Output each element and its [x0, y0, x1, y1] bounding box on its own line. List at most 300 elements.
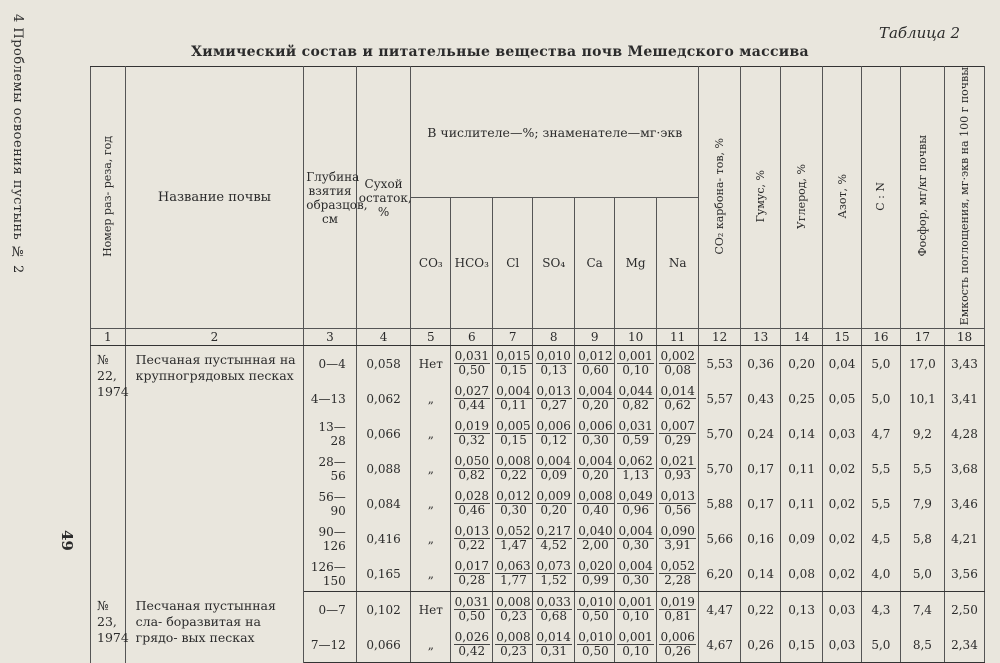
hco3-percent: 0,019	[454, 419, 489, 434]
cl-meq: 0,22	[500, 468, 527, 483]
mg	[615, 346, 657, 382]
so4-meq: 4,52	[540, 538, 568, 553]
phosphorus: 7,4	[900, 592, 944, 628]
mg-percent: 0,062	[618, 454, 653, 469]
na-meq: 0,29	[664, 433, 691, 448]
ca-percent: 0,006	[578, 419, 613, 434]
so4-percent: 0,013	[536, 384, 571, 399]
depth: 7—12	[304, 627, 357, 663]
ca-percent: 0,040	[578, 524, 613, 539]
cl-meq: 0,23	[500, 609, 527, 624]
so4	[533, 381, 575, 416]
nitrogen: 0,03	[823, 416, 862, 451]
humus: 0,22	[741, 592, 781, 628]
nitrogen: 0,02	[823, 451, 862, 486]
absorption-capacity: 4,21	[944, 521, 984, 556]
cl-percent: 0,005	[496, 419, 531, 434]
na	[657, 346, 699, 382]
cl-meq: 0,15	[500, 363, 527, 378]
cl-meq: 0,23	[500, 644, 527, 659]
hco3-percent: 0,017	[454, 559, 489, 574]
na-meq: 3,91	[664, 538, 691, 553]
mg	[615, 381, 657, 416]
column-number: 10	[615, 329, 657, 346]
so4-percent: 0,033	[536, 595, 571, 610]
co3: „	[411, 381, 451, 416]
header-ion-group: В числителе—%; знаменателе—мг·экв	[411, 67, 699, 198]
nitrogen: 0,03	[823, 592, 862, 628]
cl	[493, 486, 533, 521]
carbon: 0,08	[781, 556, 823, 592]
hco3	[451, 556, 493, 592]
mg	[615, 451, 657, 486]
mg-meq: 0,30	[622, 573, 649, 588]
ca-meq: 0,50	[582, 609, 609, 624]
co2-carbonates: 5,53	[699, 346, 741, 382]
so4-meq: 0,12	[540, 433, 568, 448]
hco3-meq: 0,42	[458, 644, 486, 659]
dry-residue: 0,084	[356, 486, 411, 521]
dry-residue: 0,165	[356, 556, 411, 592]
cl-percent: 0,015	[496, 349, 531, 364]
ca-meq: 0,60	[582, 363, 609, 378]
so4-percent: 0,073	[536, 559, 571, 574]
ca	[575, 592, 615, 628]
co3: „	[411, 451, 451, 486]
header-carbon: Углерод, %	[781, 67, 823, 329]
column-number: 8	[533, 329, 575, 346]
hco3-percent: 0,031	[454, 349, 489, 364]
absorption-capacity: 3,46	[944, 486, 984, 521]
hco3-percent: 0,050	[454, 454, 489, 469]
cl-percent: 0,012	[496, 489, 531, 504]
so4-percent: 0,004	[536, 454, 571, 469]
mg-percent: 0,004	[618, 524, 653, 539]
ca	[575, 556, 615, 592]
na	[657, 486, 699, 521]
ca-meq: 0,99	[582, 573, 609, 588]
column-number: 3	[304, 329, 357, 346]
so4-percent: 0,006	[536, 419, 571, 434]
so4-percent: 0,010	[536, 349, 571, 364]
mg	[615, 627, 657, 663]
header-capacity: Емкость поглощения, мг·экв на 100 г почвы	[944, 67, 984, 329]
depth: 28—56	[304, 451, 357, 486]
header-ion-ca: Ca	[575, 198, 615, 329]
cl	[493, 381, 533, 416]
cl-percent: 0,004	[496, 384, 531, 399]
ca-percent: 0,020	[578, 559, 613, 574]
ca	[575, 381, 615, 416]
depth: 13—28	[304, 416, 357, 451]
so4	[533, 592, 575, 628]
co2-carbonates: 4,47	[699, 592, 741, 628]
dry-residue: 0,102	[356, 592, 411, 628]
humus: 0,17	[741, 486, 781, 521]
hco3-percent: 0,028	[454, 489, 489, 504]
mg-percent: 0,004	[618, 559, 653, 574]
mg-meq: 0,82	[622, 398, 649, 413]
depth: 4—13	[304, 381, 357, 416]
nitrogen: 0,05	[823, 381, 862, 416]
header-cn: C : N	[861, 67, 900, 329]
column-number: 2	[125, 329, 304, 346]
depth: 126—150	[304, 556, 357, 592]
so4-meq: 0,13	[540, 363, 568, 378]
depth: 56—90	[304, 486, 357, 521]
co3: „	[411, 556, 451, 592]
na-percent: 0,006	[660, 630, 695, 645]
na-percent: 0,019	[660, 595, 695, 610]
mg	[615, 416, 657, 451]
c-n-ratio: 5,0	[861, 627, 900, 663]
cl-meq: 1,47	[500, 538, 527, 553]
c-n-ratio: 5,5	[861, 486, 900, 521]
mg	[615, 556, 657, 592]
header-phosphorus: Фосфор, мг/кг почвы	[900, 67, 944, 329]
dry-residue: 0,416	[356, 521, 411, 556]
dry-residue: 0,088	[356, 451, 411, 486]
carbon: 0,13	[781, 592, 823, 628]
soil-composition-table	[90, 66, 985, 663]
cl	[493, 451, 533, 486]
hco3-percent: 0,031	[454, 595, 489, 610]
absorption-capacity: 2,50	[944, 592, 984, 628]
phosphorus: 5,5	[900, 451, 944, 486]
absorption-capacity: 2,34	[944, 627, 984, 663]
cl-meq: 0,15	[500, 433, 527, 448]
c-n-ratio: 5,0	[861, 346, 900, 382]
depth: 90—126	[304, 521, 357, 556]
hco3	[451, 451, 493, 486]
column-number: 11	[657, 329, 699, 346]
na	[657, 521, 699, 556]
na-percent: 0,021	[660, 454, 695, 469]
dry-residue: 0,066	[356, 416, 411, 451]
hco3-meq: 0,50	[458, 363, 486, 378]
dry-residue: 0,062	[356, 381, 411, 416]
ca-percent: 0,010	[578, 630, 613, 645]
mg-meq: 0,59	[622, 433, 649, 448]
column-number-row	[91, 329, 985, 346]
depth: 0—4	[304, 346, 357, 382]
mg-meq: 0,96	[622, 503, 649, 518]
ca	[575, 486, 615, 521]
hco3	[451, 416, 493, 451]
cl-percent: 0,063	[496, 559, 531, 574]
mg-percent: 0,049	[618, 489, 653, 504]
ca-meq: 0,20	[582, 468, 609, 483]
header-ion-cl: Cl	[493, 198, 533, 329]
hco3-meq: 0,82	[458, 468, 486, 483]
so4	[533, 486, 575, 521]
header-ion-hco3: HCO₃	[451, 198, 493, 329]
hco3	[451, 346, 493, 382]
co2-carbonates: 4,67	[699, 627, 741, 663]
mg-meq: 0,10	[622, 644, 649, 659]
hco3	[451, 521, 493, 556]
phosphorus: 5,8	[900, 521, 944, 556]
absorption-capacity: 4,28	[944, 416, 984, 451]
table-row	[91, 592, 985, 628]
dry-residue: 0,058	[356, 346, 411, 382]
header-humus: Гумус, %	[741, 67, 781, 329]
co2-carbonates: 5,70	[699, 451, 741, 486]
mg-meq: 0,10	[622, 363, 649, 378]
co2-carbonates: 5,88	[699, 486, 741, 521]
co3: „	[411, 486, 451, 521]
so4	[533, 556, 575, 592]
column-number: 1	[91, 329, 126, 346]
column-number: 5	[411, 329, 451, 346]
na-meq: 2,28	[664, 573, 691, 588]
hco3-percent: 0,013	[454, 524, 489, 539]
column-number: 14	[781, 329, 823, 346]
soil-name: Песчаная пустынная сла- боразвитая на грядо- вых песках	[125, 592, 304, 663]
so4-meq: 0,31	[540, 644, 568, 659]
c-n-ratio: 4,7	[861, 416, 900, 451]
carbon: 0,11	[781, 486, 823, 521]
column-number: 16	[861, 329, 900, 346]
hco3	[451, 381, 493, 416]
table-row	[91, 346, 985, 382]
so4-meq: 0,20	[540, 503, 568, 518]
mg-meq: 1,13	[622, 468, 649, 483]
cl-percent: 0,008	[496, 454, 531, 469]
hco3	[451, 486, 493, 521]
na-percent: 0,014	[660, 384, 695, 399]
column-number: 12	[699, 329, 741, 346]
na	[657, 627, 699, 663]
na-meq: 0,08	[664, 363, 691, 378]
na	[657, 451, 699, 486]
mg-percent: 0,001	[618, 630, 653, 645]
carbon: 0,25	[781, 381, 823, 416]
na-percent: 0,007	[660, 419, 695, 434]
table-label: Таблица 2	[878, 24, 960, 42]
dry-residue: 0,066	[356, 627, 411, 663]
co2-carbonates: 5,57	[699, 381, 741, 416]
so4-meq: 0,27	[540, 398, 568, 413]
na-percent: 0,002	[660, 349, 695, 364]
ca	[575, 346, 615, 382]
so4	[533, 521, 575, 556]
depth: 0—7	[304, 592, 357, 628]
ca	[575, 627, 615, 663]
humus: 0,43	[741, 381, 781, 416]
absorption-capacity: 3,41	[944, 381, 984, 416]
humus: 0,16	[741, 521, 781, 556]
cl-percent: 0,008	[496, 630, 531, 645]
mg-percent: 0,031	[618, 419, 653, 434]
cl-percent: 0,052	[496, 524, 531, 539]
humus: 0,26	[741, 627, 781, 663]
nitrogen: 0,02	[823, 486, 862, 521]
ca-meq: 0,20	[582, 398, 609, 413]
ca-percent: 0,004	[578, 454, 613, 469]
co3: „	[411, 627, 451, 663]
ca-meq: 0,30	[582, 433, 609, 448]
na-percent: 0,013	[660, 489, 695, 504]
c-n-ratio: 5,0	[861, 381, 900, 416]
na-meq: 0,81	[664, 609, 691, 624]
na	[657, 416, 699, 451]
cl	[493, 521, 533, 556]
humus: 0,17	[741, 451, 781, 486]
mg-meq: 0,10	[622, 609, 649, 624]
ca-percent: 0,010	[578, 595, 613, 610]
hco3-percent: 0,027	[454, 384, 489, 399]
ca-meq: 0,40	[582, 503, 609, 518]
mg-percent: 0,044	[618, 384, 653, 399]
mg	[615, 592, 657, 628]
hco3-meq: 0,44	[458, 398, 486, 413]
co3: Нет	[411, 346, 451, 382]
co2-carbonates: 6,20	[699, 556, 741, 592]
ca-percent: 0,008	[578, 489, 613, 504]
ca-percent: 0,012	[578, 349, 613, 364]
hco3-meq: 0,22	[458, 538, 486, 553]
phosphorus: 17,0	[900, 346, 944, 382]
page-number: 49	[58, 530, 76, 551]
so4	[533, 416, 575, 451]
mg	[615, 486, 657, 521]
hco3-meq: 0,50	[458, 609, 486, 624]
so4	[533, 627, 575, 663]
hco3	[451, 592, 493, 628]
na-meq: 0,56	[664, 503, 691, 518]
phosphorus: 9,2	[900, 416, 944, 451]
so4-meq: 1,52	[540, 573, 568, 588]
co3: Нет	[411, 592, 451, 628]
header-ion-so4: SO₄	[533, 198, 575, 329]
mg-percent: 0,001	[618, 595, 653, 610]
column-number: 6	[451, 329, 493, 346]
cl	[493, 627, 533, 663]
ca-meq: 2,00	[582, 538, 609, 553]
cl-percent: 0,008	[496, 595, 531, 610]
absorption-capacity: 3,43	[944, 346, 984, 382]
header-ion-co3: CO₃	[411, 198, 451, 329]
phosphorus: 10,1	[900, 381, 944, 416]
hco3-meq: 0,28	[458, 573, 486, 588]
column-number: 17	[900, 329, 944, 346]
cl-meq: 1,77	[500, 573, 527, 588]
column-number: 4	[356, 329, 411, 346]
ca-percent: 0,004	[578, 384, 613, 399]
phosphorus: 5,0	[900, 556, 944, 592]
nitrogen: 0,02	[823, 521, 862, 556]
ca	[575, 521, 615, 556]
mg-percent: 0,001	[618, 349, 653, 364]
carbon: 0,20	[781, 346, 823, 382]
na-percent: 0,052	[660, 559, 695, 574]
header-sample-no: Номер раз- реза, год	[91, 67, 126, 329]
humus: 0,14	[741, 556, 781, 592]
header-depth: Глубина взятия образцов, см	[304, 67, 357, 329]
absorption-capacity: 3,68	[944, 451, 984, 486]
phosphorus: 8,5	[900, 627, 944, 663]
column-number: 13	[741, 329, 781, 346]
na-meq: 0,62	[664, 398, 691, 413]
hco3-meq: 0,46	[458, 503, 486, 518]
hco3-percent: 0,026	[454, 630, 489, 645]
so4-meq: 0,09	[540, 468, 568, 483]
column-number: 7	[493, 329, 533, 346]
ca	[575, 451, 615, 486]
ca-meq: 0,50	[582, 644, 609, 659]
cl	[493, 346, 533, 382]
ca	[575, 416, 615, 451]
soil-name: Песчаная пустынная на крупногрядовых песках	[125, 346, 304, 592]
phosphorus: 7,9	[900, 486, 944, 521]
na	[657, 556, 699, 592]
so4-meq: 0,68	[540, 609, 568, 624]
c-n-ratio: 4,5	[861, 521, 900, 556]
header-ion-na: Na	[657, 198, 699, 329]
na	[657, 592, 699, 628]
header-soil-name: Название почвы	[125, 67, 304, 329]
running-head: 4 Проблемы освоения пустынь № 2	[10, 14, 25, 274]
c-n-ratio: 5,5	[861, 451, 900, 486]
sample-number: № 23, 1974	[91, 592, 126, 663]
header-nitrogen: Азот, %	[823, 67, 862, 329]
mg	[615, 521, 657, 556]
co2-carbonates: 5,66	[699, 521, 741, 556]
so4	[533, 346, 575, 382]
co3: „	[411, 521, 451, 556]
absorption-capacity: 3,56	[944, 556, 984, 592]
na-percent: 0,090	[660, 524, 695, 539]
carbon: 0,15	[781, 627, 823, 663]
hco3-meq: 0,32	[458, 433, 486, 448]
humus: 0,24	[741, 416, 781, 451]
column-number: 15	[823, 329, 862, 346]
nitrogen: 0,03	[823, 627, 862, 663]
nitrogen: 0,04	[823, 346, 862, 382]
header-ion-mg: Mg	[615, 198, 657, 329]
c-n-ratio: 4,3	[861, 592, 900, 628]
co2-carbonates: 5,70	[699, 416, 741, 451]
humus: 0,36	[741, 346, 781, 382]
header-co2: CO₂ карбона- тов, %	[699, 67, 741, 329]
table-title: Химический состав и питательные вещества почв Мешедского массива	[191, 44, 809, 60]
na-meq: 0,93	[664, 468, 691, 483]
carbon: 0,14	[781, 416, 823, 451]
column-number: 18	[944, 329, 984, 346]
cl	[493, 416, 533, 451]
so4-percent: 0,014	[536, 630, 571, 645]
cl-meq: 0,11	[500, 398, 527, 413]
na-meq: 0,26	[664, 644, 691, 659]
nitrogen: 0,02	[823, 556, 862, 592]
mg-meq: 0,30	[622, 538, 649, 553]
header-dry-residue: Сухой остаток, %	[356, 67, 411, 329]
co3: „	[411, 416, 451, 451]
cl	[493, 556, 533, 592]
hco3	[451, 627, 493, 663]
na	[657, 381, 699, 416]
carbon: 0,11	[781, 451, 823, 486]
so4-percent: 0,217	[536, 524, 571, 539]
sample-number: № 22, 1974	[91, 346, 126, 592]
so4-percent: 0,009	[536, 489, 571, 504]
c-n-ratio: 4,0	[861, 556, 900, 592]
carbon: 0,09	[781, 521, 823, 556]
so4	[533, 451, 575, 486]
cl	[493, 592, 533, 628]
column-number: 9	[575, 329, 615, 346]
